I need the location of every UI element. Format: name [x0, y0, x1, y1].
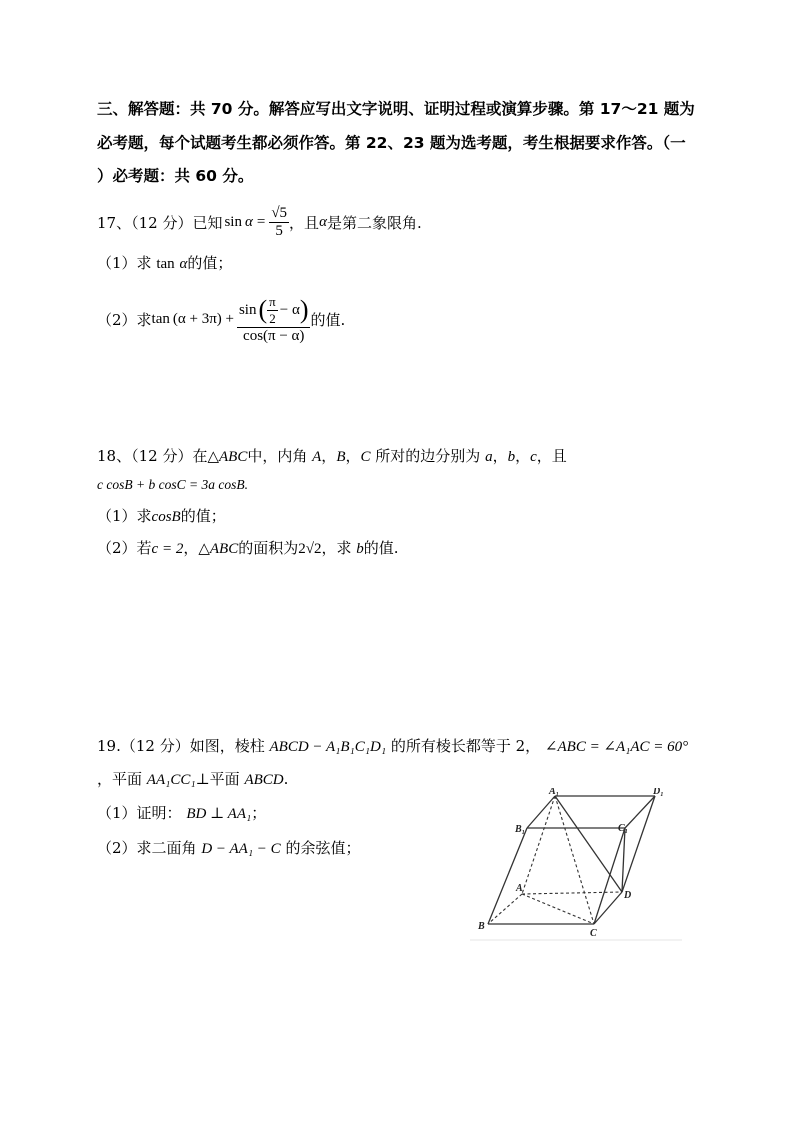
q17-p2-denominator: cos(π − α): [237, 327, 311, 345]
q18-p2-mid2: 的面积为: [238, 539, 299, 557]
q18-condition: c cosB + b cosC = 3a cosB.: [97, 477, 248, 492]
q17-p2-lparen: (: [258, 295, 268, 324]
q18-p1-label: （1）求: [97, 507, 152, 525]
q18-head2: 中，内角: [247, 447, 308, 465]
edge-a1-d: [555, 796, 622, 892]
label-C1: C₁: [618, 823, 629, 834]
q17-p1-label: （1）求: [97, 254, 152, 272]
q18-p1-expr: cosB: [151, 509, 181, 525]
q18-p2-c: c = 2: [151, 541, 184, 557]
q19-head2: 的所有棱长都等于 2，: [390, 737, 541, 755]
q19-line2b: .: [283, 770, 289, 788]
q19-p2-expr: D − AA₁ − C: [201, 841, 281, 857]
q18-p2-area: 2√2: [298, 541, 322, 557]
q17-p2-tan: tan: [151, 310, 170, 327]
q17-tail-2: 是第二象限角.: [326, 213, 422, 232]
q17-p2-label: （2）求: [97, 310, 152, 329]
q19-head: 19.（12 分）如图，棱柱: [97, 737, 265, 755]
label-A: A: [516, 883, 523, 894]
q17-p1-tail: 的值；: [187, 254, 233, 272]
label-D1: D₁: [653, 788, 664, 797]
edge-a1-b1: [527, 796, 555, 828]
q18-tri: △ABC: [207, 449, 248, 465]
q17-part1: [97, 252, 232, 273]
q19-plane1: AA₁CC₁: [146, 772, 196, 788]
q19-part1: [97, 802, 266, 823]
q19-prism: ABCD − A₁B₁C₁D₁: [269, 739, 387, 755]
prism-figure: [470, 788, 685, 944]
q18-p2-mid: ，: [183, 539, 199, 557]
section-heading-line-3: ）必考题：共 60 分。: [97, 167, 254, 185]
q18-b: b: [507, 449, 516, 465]
q19-angle: ∠ABC = ∠A₁AC = 60°: [544, 739, 689, 755]
q18-stem: 18、（12 分）在△ABC中，内角 A，B，C 所对的边分别为 a，b，c，且: [97, 447, 567, 465]
edge-c-d: [594, 892, 622, 924]
edge-a-c: [522, 894, 594, 924]
q18-p2-tail: 的值.: [363, 539, 399, 557]
q17-frac-num: √5: [271, 204, 288, 221]
q18-part1: [97, 505, 226, 526]
q17-head: 17、（12 分）已知: [97, 213, 223, 232]
q19-part2: [97, 837, 360, 858]
q17-p2-num-sin: sin: [238, 301, 257, 318]
q18-a: a: [485, 449, 493, 465]
q17-sin: sin: [224, 213, 242, 230]
q17-alpha-2: α: [319, 213, 327, 230]
q17-p2-arg: (α + 3π) +: [172, 310, 234, 327]
section-heading-line-2: 必考题，每个试题考生都必须作答。第 22、23 题为选考题，考生根据要求作答。（一: [97, 134, 686, 152]
q18-A: A: [312, 449, 322, 465]
q19-p1-tail: ；: [251, 804, 267, 822]
q18-p2-tri: △ABC: [198, 541, 239, 557]
label-A1: A₁: [549, 788, 560, 797]
q18-p1-tail: 的值；: [180, 507, 226, 525]
edge-c1-c: [594, 828, 625, 924]
q17-alpha: α: [244, 213, 253, 230]
q18-head4: ，且: [536, 447, 567, 465]
q18-p2-mid3: ，求: [321, 539, 352, 557]
q19-p2-tail: 的余弦值；: [285, 839, 361, 857]
q18-part2: [97, 537, 399, 558]
q17-p2-fraction: [237, 294, 311, 345]
q19-p1-expr: BD ⊥ AA₁: [186, 806, 252, 822]
q17-p2-numerator: [237, 294, 311, 327]
q19-p2-label: （2）求二面角: [97, 839, 197, 857]
q19-p1-label: （1）证明：: [97, 804, 182, 822]
q19-stem: [97, 735, 688, 756]
edge-b1-b: [488, 828, 527, 924]
q18-C: C: [360, 449, 371, 465]
q17-fraction: [269, 205, 289, 240]
q19-plane2: ABCD: [244, 772, 284, 788]
q18-B: B: [336, 449, 346, 465]
edge-a-d: [522, 892, 622, 894]
q17-tail: ，且: [289, 213, 320, 232]
q19-stem-line2: [97, 768, 288, 789]
q17-p1-tan: tan: [156, 256, 175, 272]
label-B: B: [478, 921, 485, 932]
q18-head: 18、（12 分）在: [97, 447, 208, 465]
q17-p1-alpha: α: [179, 256, 188, 272]
q18-p2-label: （2）若: [97, 539, 152, 557]
prism-vertex-labels: [477, 788, 664, 939]
q19-perp: ⊥平面: [195, 770, 240, 788]
q17-part2: [97, 287, 345, 351]
label-D: D: [624, 890, 632, 901]
q17-frac-den: 5: [269, 222, 289, 240]
q17-p2-inner-num: π: [269, 293, 276, 309]
q17-p2-num-tail: − α: [279, 301, 300, 318]
q18-c: c: [530, 449, 537, 465]
q17-eq: =: [256, 213, 266, 230]
prism-hidden-edges: [488, 796, 622, 924]
edge-a1-c: [555, 796, 594, 924]
q18-head3: 所对的边分别为: [375, 447, 481, 465]
label-C: C: [590, 928, 597, 939]
q19-line2a: ，平面: [97, 770, 143, 788]
edge-a1-a: [522, 796, 555, 894]
q17-stem: [97, 202, 422, 242]
section-heading-line-1: 三、解答题：共 70 分。解答应写出文字说明、证明过程或演算步骤。第 17～21 题为: [97, 100, 695, 118]
q17-p2-inner-den: 2: [267, 310, 278, 327]
edge-c1-d1: [625, 796, 655, 828]
q18-p2-b: b: [356, 541, 364, 557]
edge-d1-d: [622, 796, 655, 892]
q17-p2-inner-fraction: [267, 294, 278, 327]
q17-p2-rparen: ): [299, 295, 309, 324]
prism-solid-edges: [488, 796, 655, 924]
edge-a-b: [488, 894, 522, 924]
label-B1: B₁: [515, 824, 526, 835]
q17-p2-tail: 的值.: [310, 310, 346, 329]
